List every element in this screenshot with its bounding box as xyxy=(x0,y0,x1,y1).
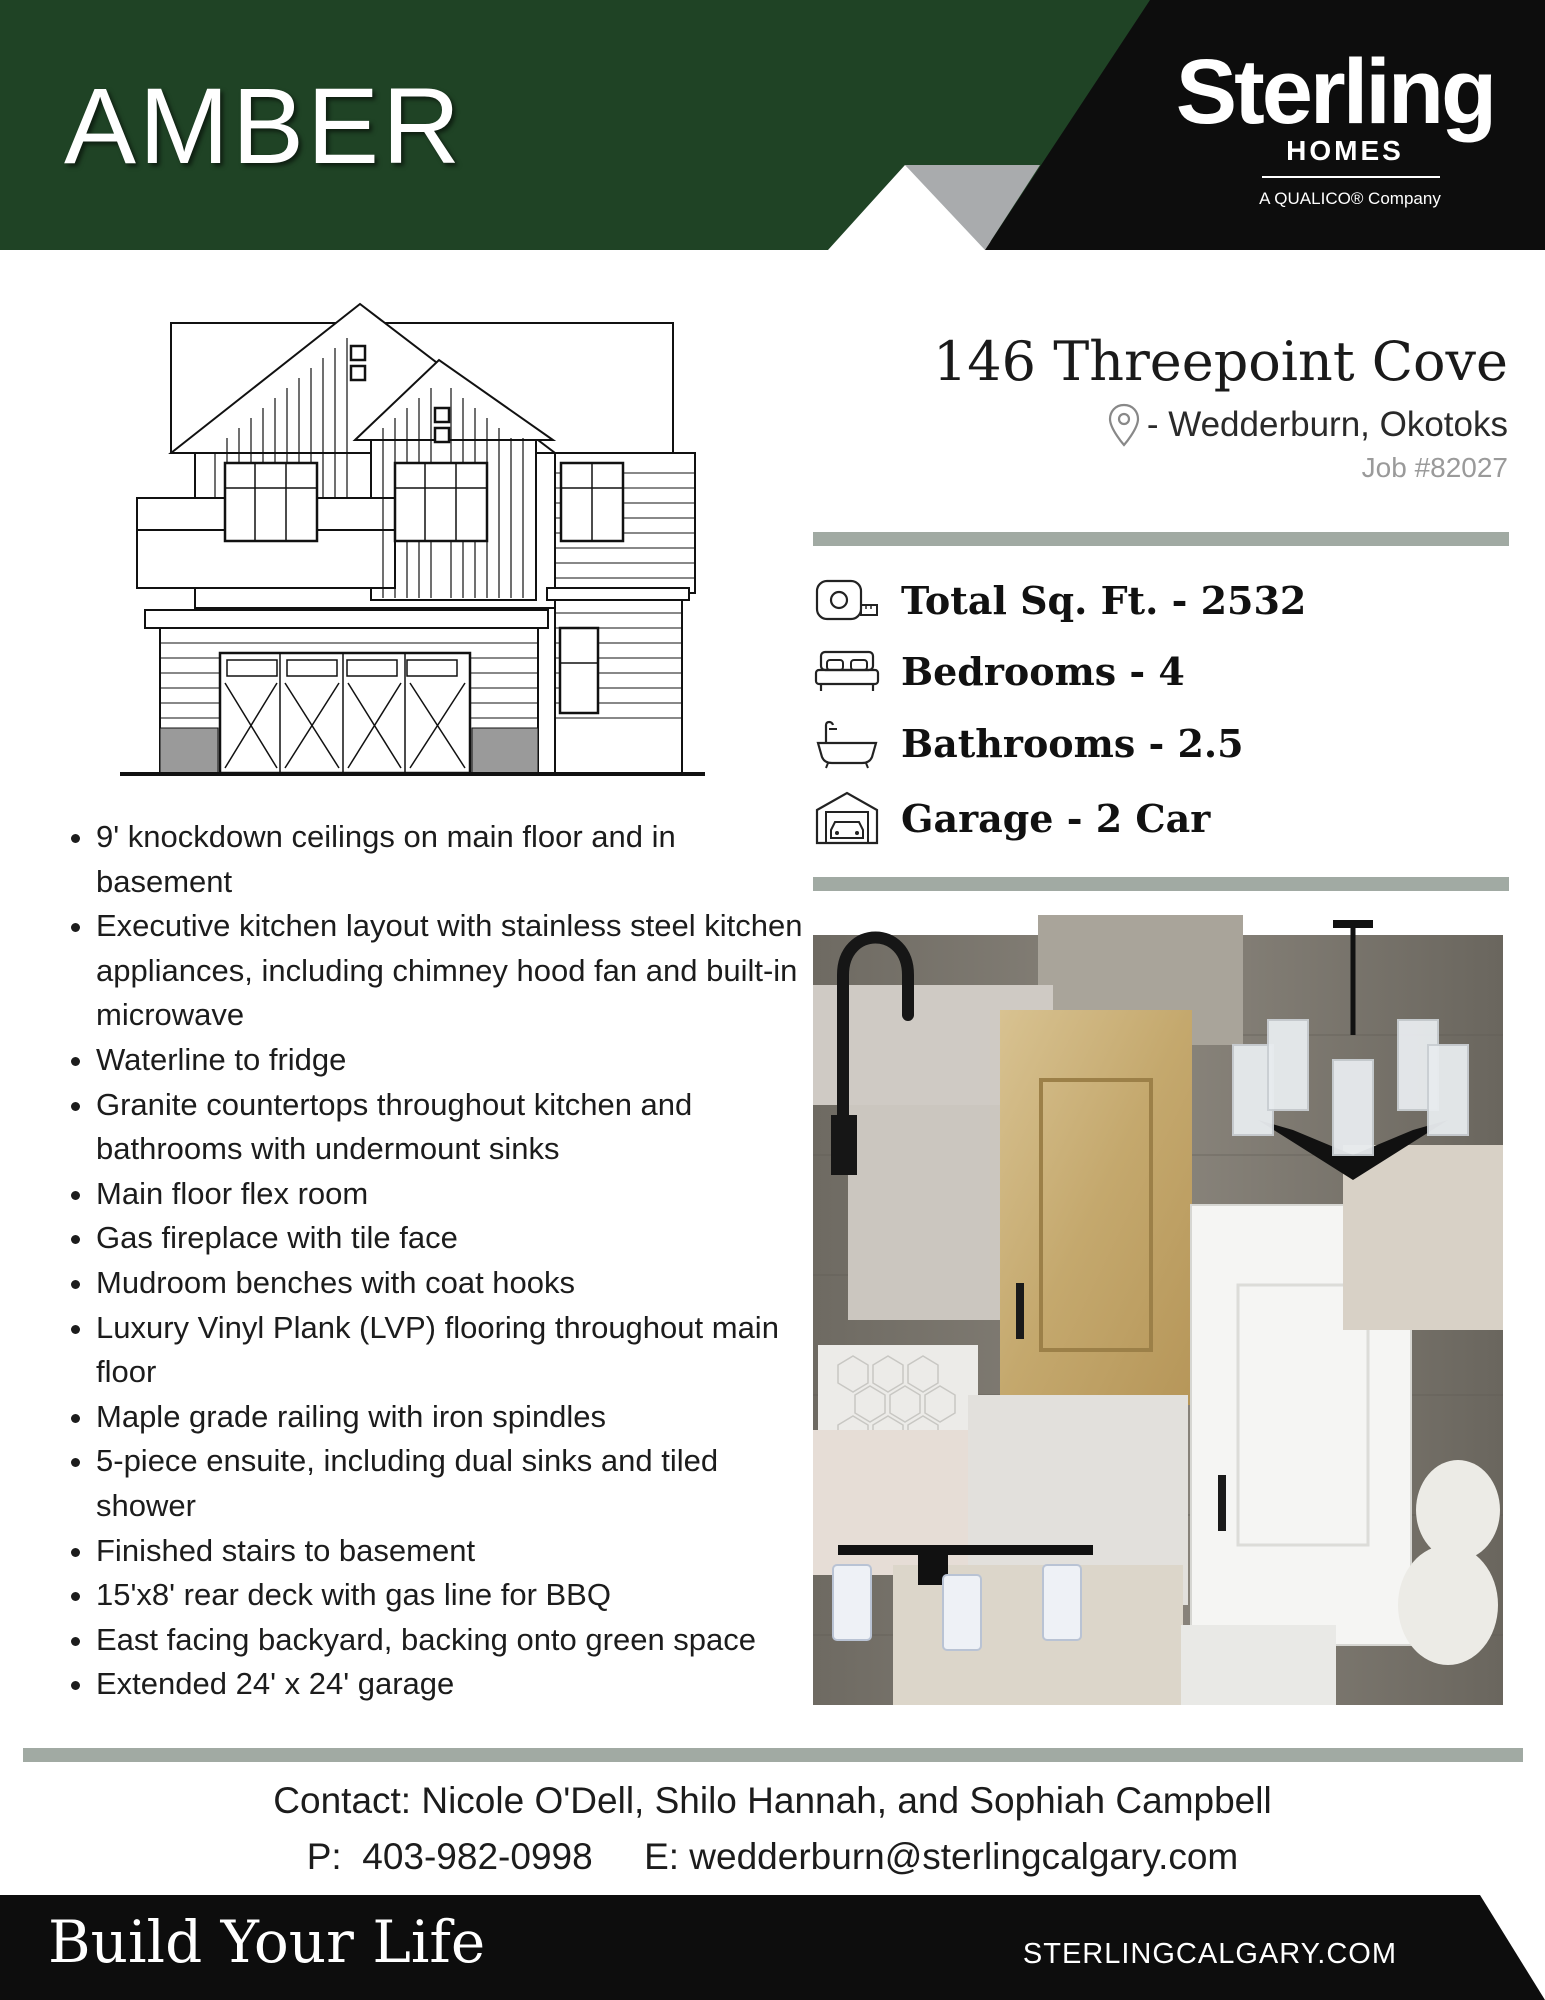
divider-mid xyxy=(813,877,1509,891)
penny-tile-sample xyxy=(1181,1625,1336,1705)
list-item: • Granite countertops throughout kitchen and bathrooms with undermount sinks xyxy=(96,1083,816,1172)
community-name: - Wedderburn, Okotoks xyxy=(1146,405,1508,444)
list-item: • Luxury Vinyl Plank (LVP) flooring throughout main floor xyxy=(96,1306,816,1395)
list-item: • Waterline to fridge xyxy=(96,1038,816,1083)
contact-names: Contact: Nicole O'Dell, Shilo Hannah, and Sophiah Campbell xyxy=(273,1780,1272,1821)
spec-sqft xyxy=(813,574,1306,626)
list-item: • Finished stairs to basement xyxy=(96,1529,816,1574)
model-title: AMBER xyxy=(64,65,464,186)
divider-bottom xyxy=(23,1748,1523,1762)
paint-swatch-round xyxy=(1398,1545,1498,1665)
divider-top xyxy=(813,532,1509,546)
marble-tile-sample xyxy=(893,1565,1183,1705)
house-elevation-drawing xyxy=(115,298,715,778)
location-pin-icon xyxy=(1107,402,1141,448)
contact-info: P: 403-982-0998 E: wedderburn@sterlingcalgary.com xyxy=(306,1836,1239,1877)
footer-tagline: Build Your Life xyxy=(48,1908,486,1976)
brand-logo-divider xyxy=(1262,176,1440,178)
feature-list xyxy=(58,815,816,1707)
list-item: • Main floor flex room xyxy=(96,1172,816,1217)
list-item: • East facing backyard, backing onto green space xyxy=(96,1618,816,1663)
bed-icon xyxy=(813,645,881,697)
list-item: • Maple grade railing with iron spindles xyxy=(96,1395,816,1440)
list-item: • 9' knockdown ceilings on main floor and in basement xyxy=(96,815,816,904)
list-item: • Extended 24' x 24' garage xyxy=(96,1662,816,1707)
list-item: • Mudroom benches with coat hooks xyxy=(96,1261,816,1306)
website-link[interactable]: STERLINGCALGARY.COM xyxy=(1022,1938,1397,1970)
job-number: Job #82027 xyxy=(1361,452,1508,483)
brand-logo-homes: HOMES xyxy=(1286,135,1404,166)
wall-tile-sample xyxy=(1343,1145,1503,1330)
spec-bedrooms xyxy=(813,645,1185,697)
list-item: • Executive kitchen layout with stainless steel kitchen appliances, including chimney hood fan and built-in microwave xyxy=(96,904,816,1038)
paint-swatch-round xyxy=(1416,1460,1500,1560)
listing-address: 146 Threepoint Cove xyxy=(932,330,1508,393)
spec-bathrooms xyxy=(813,717,1244,769)
materials-mood-board xyxy=(813,915,1503,1705)
list-item: • 5-piece ensuite, including dual sinks and tiled shower xyxy=(96,1439,816,1528)
brand-logo-name: Sterling xyxy=(1175,41,1495,143)
spec-label: Total Sq. Ft. - 2532 xyxy=(901,577,1307,623)
brand-logo-tagline: A QUALICO® Company xyxy=(1259,189,1441,208)
list-item: • Gas fireplace with tile face xyxy=(96,1216,816,1261)
spec-label: Garage - 2 Car xyxy=(901,795,1211,841)
tape-measure-icon xyxy=(813,574,881,626)
spec-label: Bedrooms - 4 xyxy=(901,648,1185,694)
spec-garage xyxy=(813,792,1210,844)
list-item: • 15'x8' rear deck with gas line for BBQ xyxy=(96,1573,816,1618)
spec-label: Bathrooms - 2.5 xyxy=(901,720,1244,766)
maple-cabinet-door xyxy=(1000,1010,1192,1405)
bathtub-icon xyxy=(813,717,881,769)
community-row xyxy=(1107,402,1508,448)
garage-icon xyxy=(813,792,881,844)
